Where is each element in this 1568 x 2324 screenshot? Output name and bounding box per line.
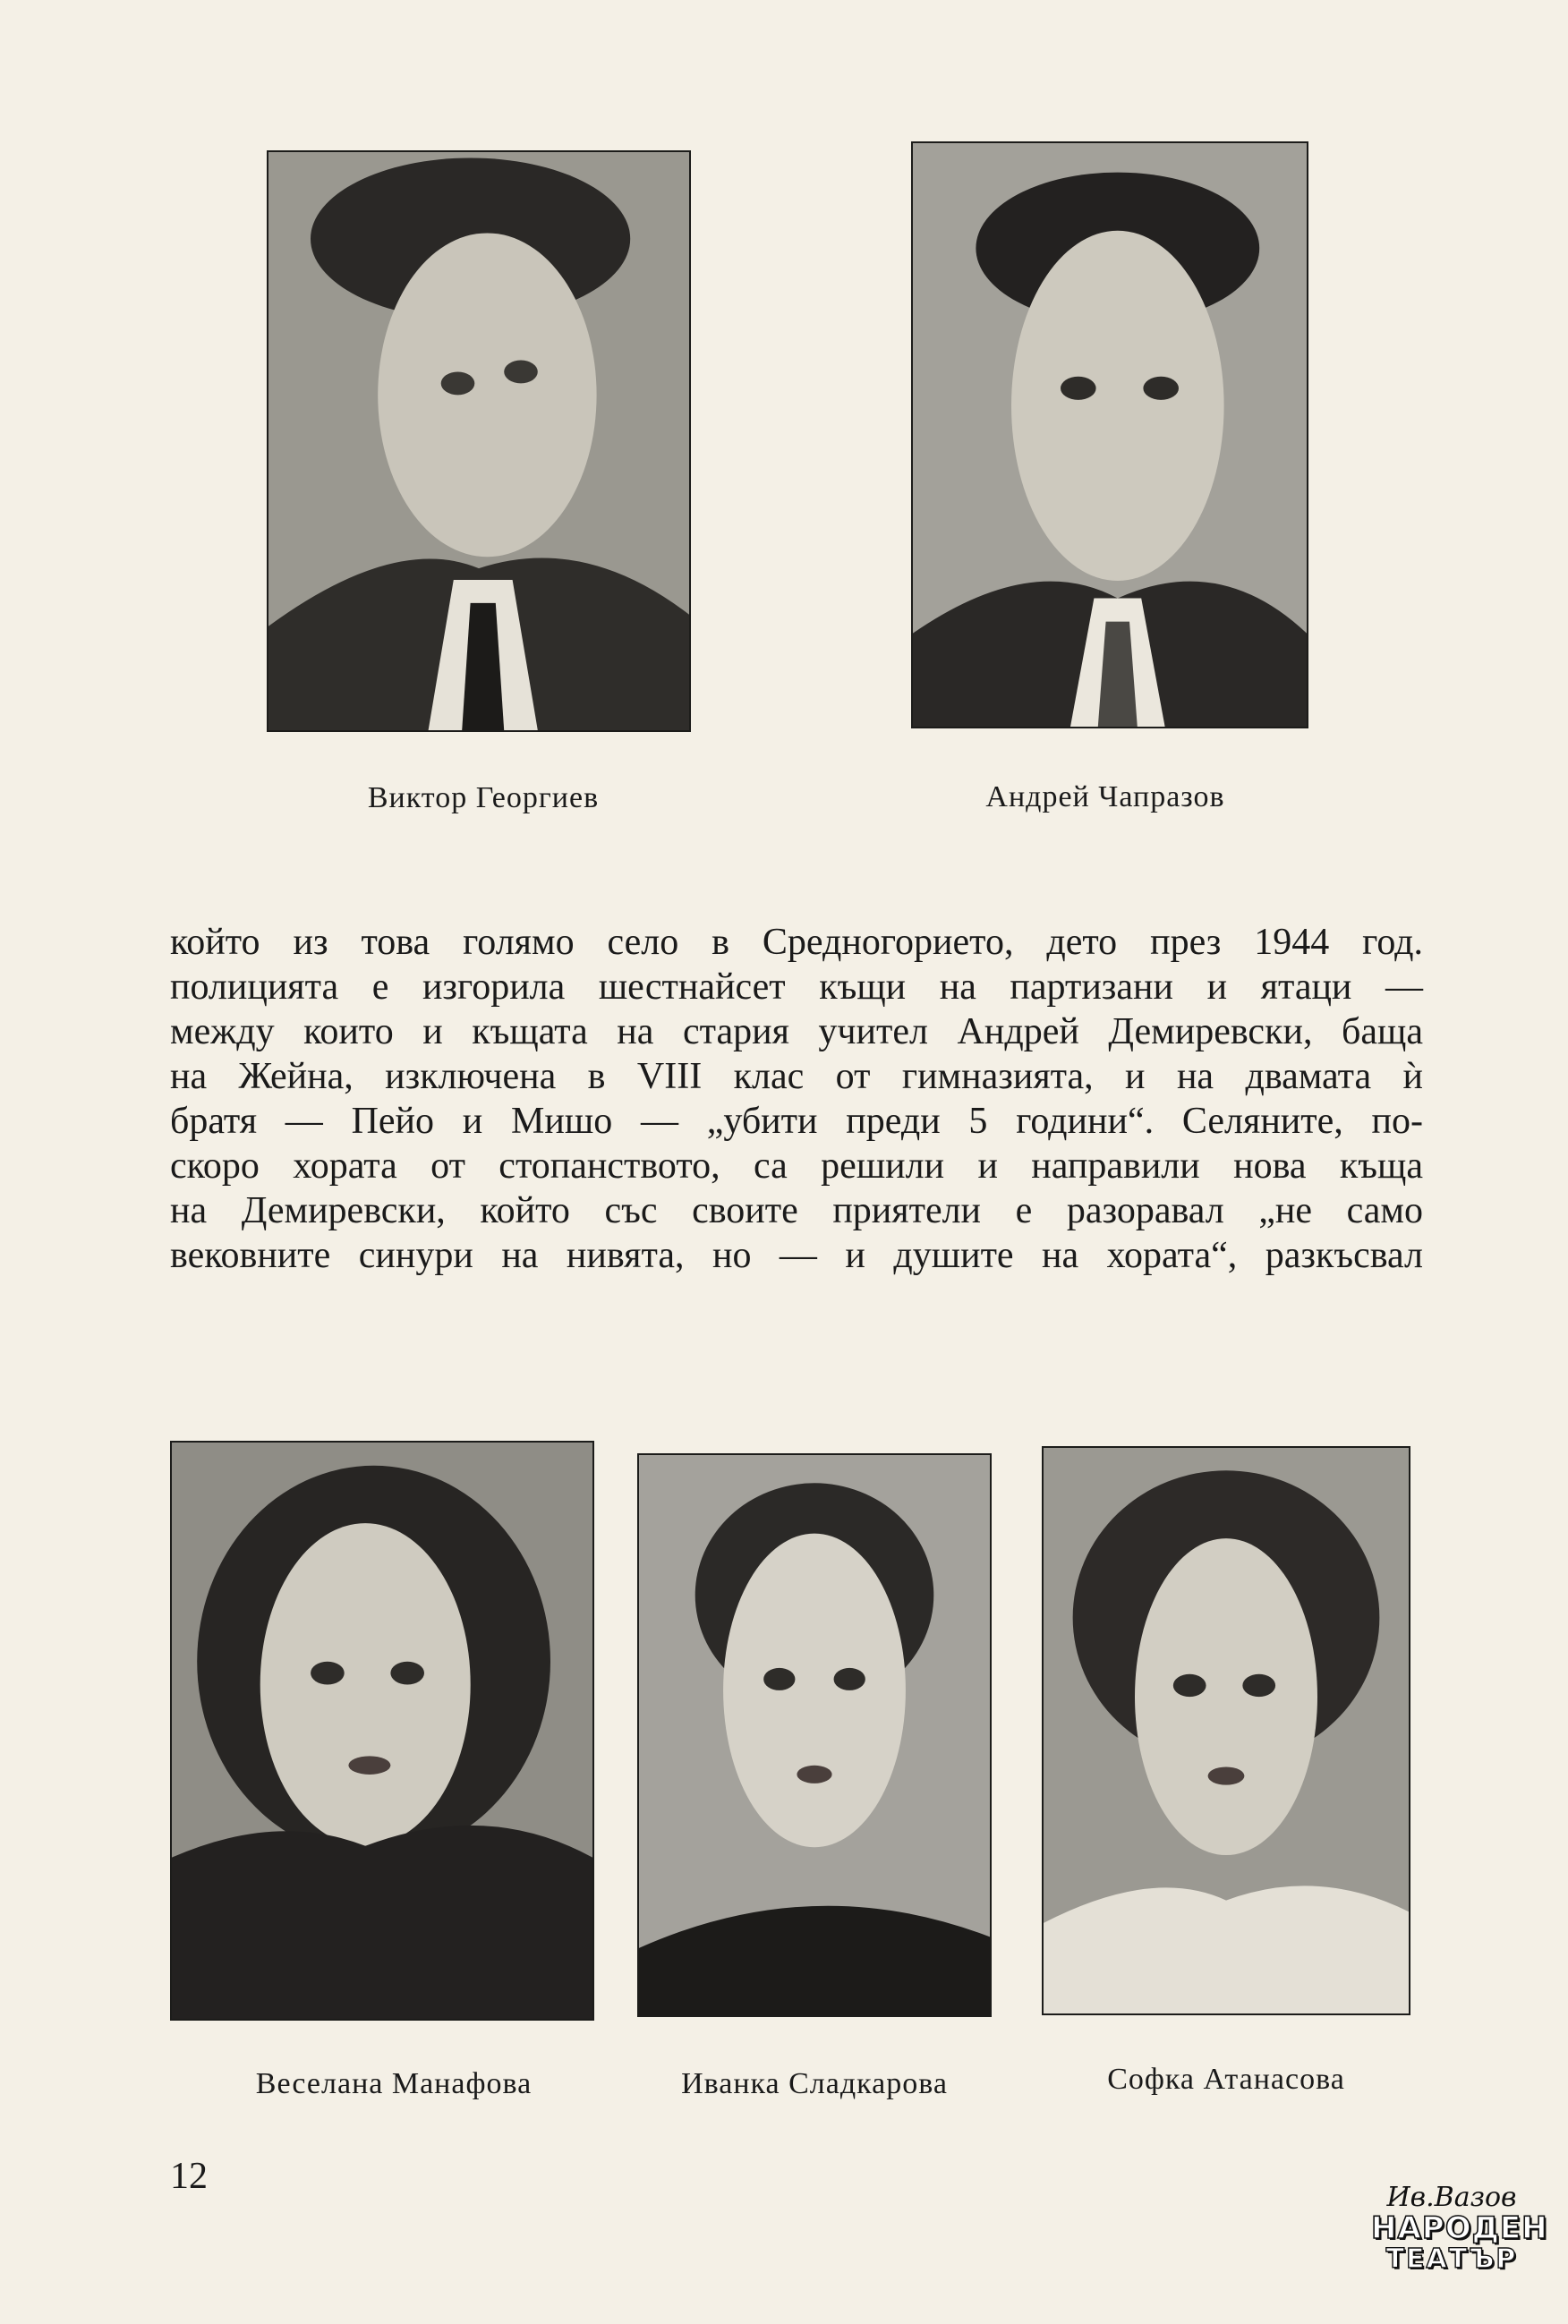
text-line: скоро хората от стопанството, са решили и направили нова къща xyxy=(170,1145,1423,1187)
portrait-female-image xyxy=(172,1443,592,2019)
text-line: на Демиревски, който със своите приятели е разоравал „не само xyxy=(170,1190,1423,1231)
photo-ivanka-sladkarova xyxy=(637,1453,992,2017)
logo-line-2: ТЕАТЪР xyxy=(1385,2243,1518,2275)
caption-sofka-atanasova: Софка Атанасова xyxy=(1107,2063,1345,2096)
body-paragraph xyxy=(170,920,1423,1278)
caption-andrey-chaprazov: Андрей Чапразов xyxy=(985,780,1225,813)
theatre-logo xyxy=(1371,2182,1548,2291)
portrait-female-image xyxy=(639,1455,990,2015)
photo-sofka-atanasova xyxy=(1042,1446,1410,2015)
logo-script-text: Ив.Вазов xyxy=(1386,2182,1517,2213)
photo-veselana-manafova xyxy=(170,1441,594,2021)
caption-veselana-manafova: Веселана Манафова xyxy=(255,2067,533,2100)
photo-andrey-chaprazov xyxy=(911,141,1308,728)
text-line: на Жейна, изключена в VIII клас от гимназията, и на двамата ѝ xyxy=(170,1056,1423,1097)
caption-ivanka-sladkarova: Иванка Сладкарова xyxy=(681,2067,948,2100)
text-line: който из това голямо село в Средногорието, дето през 1944 год. xyxy=(170,922,1423,963)
text-line: братя — Пейо и Мишо — „убити преди 5 години“. Селяните, по- xyxy=(170,1101,1423,1142)
portrait-female-image xyxy=(1044,1448,1409,2013)
photo-viktor-georgiev xyxy=(267,150,691,732)
page-number: 12 xyxy=(170,2156,208,2197)
text-line: вековните синури на нивята, но — и душите на хората“, разкъсвал xyxy=(170,1235,1423,1276)
logo-line-1: НАРОДЕН xyxy=(1371,2210,1548,2246)
text-line: между които и къщата на стария учител Андрей Демиревски, баща xyxy=(170,1011,1423,1052)
portrait-male-image xyxy=(268,152,689,730)
caption-viktor-georgiev: Виктор Георгиев xyxy=(367,781,600,814)
portrait-male-image xyxy=(913,143,1307,727)
text-line: полицията е изгорила шестнайсет къщи на партизани и ятаци — xyxy=(170,966,1423,1008)
